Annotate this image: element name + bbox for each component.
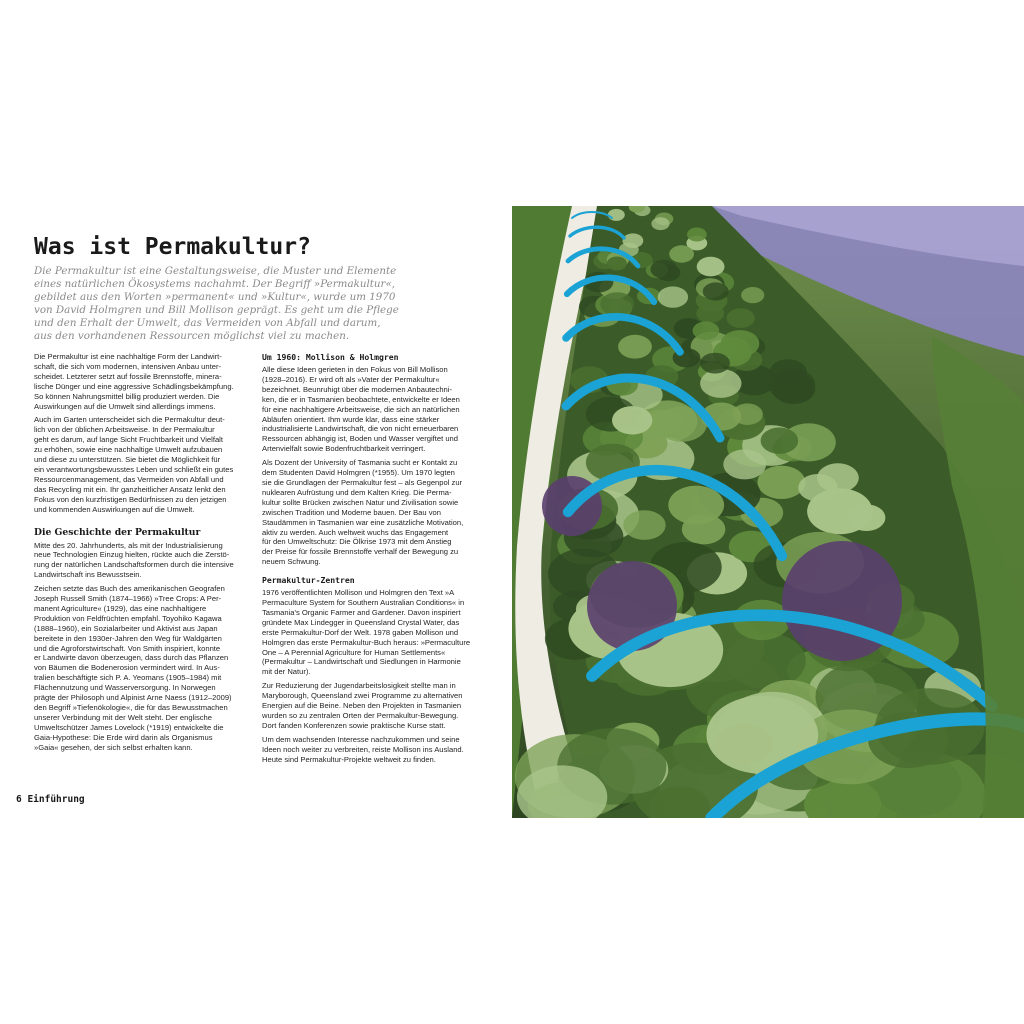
cabbage-leaf (741, 287, 764, 303)
text-line: Abläufen orientiert. Ihm wurde klar, dass eine stärker (262, 414, 440, 424)
cabbage-leaf (700, 353, 730, 374)
text-line: scheidet. Letzterer setzt auf fossile Brennstoffe, minera- (34, 371, 222, 381)
text-line: Gaia-Hypothese: Die Erde wird darin als Organismus (34, 732, 213, 742)
text-line: wurden so zu zentralen Orten der Permakultur-Bewegung. (262, 711, 459, 720)
text-line: Die Permakultur ist eine Gestaltungsweise, die Muster und Elemente (34, 265, 397, 277)
cabbage-leaf (651, 217, 669, 230)
text-line: Energien auf die Beine. Neben den Projekten in Tasmanien (262, 701, 462, 711)
cabbage-leaf (697, 257, 725, 277)
text-line: (1888–1960), ein Sozialarbeiter und Aktivist aus Japan (34, 623, 218, 633)
section-heading: Die Geschichte der Permakultur (34, 526, 201, 538)
text-line: Landwirtschaft ins Bewusstsein. (34, 570, 142, 580)
cabbage-leaf (668, 486, 724, 525)
body-paragraph (34, 541, 252, 581)
text-line: und diese zu unterstützen. Sie bietet die Möglichkeit für (34, 455, 221, 465)
cabbage-leaf (769, 359, 807, 385)
cabbage-leaf (758, 466, 806, 499)
text-line: Mitte des 20. Jahrhunderts, als mit der Industrialisierung (34, 540, 223, 550)
text-line: Maryborough, Queensland zwei Programme zu alternativen (262, 691, 463, 701)
cabbage-leaf (612, 406, 652, 434)
cabbage-leaf (600, 292, 634, 316)
text-line: zwischen Tradition und Moderne bauen. Der Bau von (262, 507, 441, 517)
cabbage-leaf (658, 286, 688, 307)
cabbage-leaf (761, 428, 799, 454)
cabbage-leaf (607, 257, 627, 271)
cabbage-leaf (798, 474, 837, 502)
garden-photo (512, 206, 1024, 818)
text-line: von Bäumen die Bodenerosion vermindert wird. In Aus- (34, 663, 220, 673)
text-line: Holmgren das erste Permakultur-Buch heraus: »Permaculture (262, 637, 471, 647)
text-line: Ideen noch weiter zu verbreiten, reiste Mollison ins Ausland. (262, 744, 464, 754)
text-line: industrialisierte Landwirtschaft, die von nicht erneuerbaren (262, 424, 459, 434)
text-line: Zur Reduzierung der Jugendarbeitslosigkeit stellte man in (262, 681, 456, 691)
text-line: bereitete in den 1930er-Jahren den Weg für Waldgärten (34, 633, 222, 643)
body-paragraph (34, 584, 252, 752)
cabbage-leaf (650, 260, 677, 279)
body-paragraph (262, 681, 480, 731)
text-line: Um dem wachsenden Interesse nachzukommen und seine (262, 734, 460, 744)
text-line: Ressourcen abhängig ist, Boden und Wasser vergiftet und (262, 434, 459, 444)
text-line: Zeichen setzte das Buch des amerikanischen Geografen (34, 584, 225, 594)
text-line: für eine nachhaltigere Arbeitsweise, die sich an natürlichen (262, 404, 460, 414)
text-line: Tasmania's Organic Farmer and Gardener. Davon inspiriert (262, 607, 461, 617)
text-line: So können Nahrungsmittel billig produziert werden. Die (34, 391, 220, 401)
text-line: eines natürlichen Ökosystems nachahmt. Der Begriff »Permakultur«, (34, 278, 396, 290)
text-line: unserer Verbindung mit der Welt steht. Der englische (34, 712, 212, 722)
text-line: ken, die er in Tasmanien beobachtete, entwickelte er Ideen (262, 394, 460, 404)
text-line: neue Technologien Einzug hielten, rückte auch die Zerstö- (34, 550, 230, 560)
text-line: Die Permakultur ist eine nachhaltige Form der Landwirt- (34, 352, 222, 361)
text-line: Heute sind Permakultur-Projekte weltweit zu finden. (262, 754, 436, 764)
cabbage-leaf (847, 504, 885, 531)
text-line: Artenvielfalt sowie Bodenfruchtbarkeit verringert. (262, 444, 426, 454)
text-line: bezeichnet. Beunruhigt über die modernen Anbautechni- (262, 384, 452, 394)
cabbage-leaf (687, 228, 707, 242)
text-line: (Permakultur – Landwirtschaft und Siedlungen in Harmonie (262, 657, 461, 667)
text-line: ein verantwortungsbewusstes Leben und schließt ein gutes (34, 464, 234, 474)
body-paragraph (34, 415, 252, 514)
subsection-heading: Um 1960: Mollison & Holmgren (262, 352, 399, 362)
cabbage-leaf (693, 321, 720, 340)
text-line: »Gaia« gesehen, der sich selbst erhalten kann. (34, 742, 193, 752)
cabbage-leaf (623, 510, 665, 540)
body-paragraph (34, 352, 252, 411)
text-line: und die Agroforstwirtschaft. Von Smith inspiriert, konnte (34, 643, 221, 653)
text-line: gebildet aus den Worten »permanent« und »Kultur«, wurde um 1970 (34, 291, 396, 303)
subsection-heading: Permakultur-Zentren (262, 575, 355, 586)
text-line: und kommenden Auswirkungen auf die Umwelt. (34, 504, 195, 514)
garden-photo-illustration (512, 206, 1024, 818)
text-line: kultur sollte Brücken zwischen Natur und Zivilisation sowie (262, 497, 459, 507)
cabbage-leaf (618, 335, 652, 359)
text-line: er Landwirte davon überzeugen, dass durch das Pflanzen (34, 653, 229, 663)
cabbage-leaf (723, 449, 766, 479)
text-line: (1928–2016). Er wird oft als »Vater der Permakultur« (262, 374, 440, 384)
text-line: geht es darum, auf lange Sicht Fruchtbarkeit und Vielfalt (34, 435, 223, 445)
text-line: zu erhöhen, sowie eine nachhaltige Umwelt aufzubauen (34, 445, 223, 455)
text-line: neuem Schwung. (262, 557, 321, 567)
text-line: aktiv zu werden. Auch weltweit wuchs das Engagement (262, 527, 449, 537)
text-line: erste Permakultur-Dorf der Welt. 1978 gaben Mollison und (262, 627, 459, 637)
text-line: Produktion von Feldfrüchten empfahl. Toyohiko Kagawa (34, 613, 222, 623)
cabbage-leaf (669, 245, 694, 262)
body-paragraph (262, 588, 480, 677)
text-line: rung der natürlichen Landschaftsformen durch die intensive (34, 560, 234, 570)
text-line: und den Erhalt der Umwelt, das Vermeiden von Abfall und darum, (34, 317, 381, 329)
page-folio: 6 Einführung (16, 794, 85, 805)
text-line: Umweltschützer James Lovelock (*1919) entwickelte die (34, 722, 224, 732)
text-line: Dort fanden Konferenzen sowie praktische Kurse statt. (262, 720, 446, 730)
text-line: das Recycling mit ein. Ihr ganzheitlicher Ansatz lenkt den (34, 484, 226, 494)
text-line: Flächennutzung und Wasserversorgung. In Norwegen (34, 683, 216, 693)
cabbage-leaf (732, 403, 763, 425)
intro-paragraph (34, 265, 418, 343)
text-line: Joseph Russell Smith (1874–1966) »Tree Crops: A Per- (34, 594, 222, 604)
text-line: von David Holmgren und Bill Mollison geprägt. Es geht um die Pflege (34, 304, 399, 316)
text-line: tralien beschäftigte sich P. A. Yeomans (1905–1984) mit (34, 673, 222, 683)
text-line: nuklearen Aufrüstung und dem Kalten Krieg. Die Perma- (262, 487, 452, 497)
text-line: prägte der Philosoph und Alpinist Arne Naess (1912–2009) (34, 693, 232, 703)
cabbage-leaf (696, 304, 724, 323)
text-line: Auch im Garten unterscheidet sich die Permakultur deut- (34, 415, 225, 425)
left-column (34, 352, 252, 757)
text-line: dem Studenten David Holmgren (*1955). Um 1970 legten (262, 468, 455, 478)
text-line: Staudämmen in Tasmanien war eine zusätzliche Motivation, (262, 517, 464, 527)
text-line: One – A Perennial Agriculture for Human Settlements« (262, 647, 446, 657)
text-line: lische Dünger und eine aggressive Schädlingsbekämpfung. (34, 381, 234, 391)
text-line: Auswirkungen auf die Umwelt sind allerdings immens. (34, 401, 216, 411)
cabbage-leaf (700, 369, 741, 398)
body-paragraph (262, 458, 480, 567)
text-line: gründete Max Lindegger in Queensland Crystal Water, das (262, 617, 460, 627)
text-line: mit der Natur). (262, 667, 311, 677)
cabbage-leaf (703, 282, 729, 300)
text-line: Fokus von den kurzfristigen Bedürfnissen zu den jetzigen (34, 494, 227, 504)
text-line: der Preise für fossile Brennstoffe verhalf der Bewegung zu (262, 547, 459, 557)
text-line: den Begriff »Tiefenökologie«, die für das Bewusstmachen (34, 703, 228, 712)
text-line: sie die Grundlagen der Permakultur fest – als Gegenpol zur (262, 477, 463, 487)
text-line: Ressourcenmanagement, das Vermeiden von Abfall und (34, 474, 224, 484)
body-paragraph (262, 365, 480, 454)
text-line: Alle diese Ideen gerieten in den Fokus von Bill Mollison (262, 365, 448, 374)
text-line: manent Agriculture« (1929), das eine nachhaltigere (34, 603, 207, 613)
text-line: für den Umweltschutz: Die Ölkrise 1973 mit dem Anstieg (262, 537, 452, 547)
right-column (262, 352, 480, 769)
body-paragraph (262, 735, 480, 765)
text-line: Permaculture System for Southern Australian Conditions« in (262, 598, 465, 608)
cabbage-leaf (727, 308, 755, 328)
text-line: aus den vorhandenen Ressourcen möglichst viel zu machen. (34, 330, 350, 342)
text-line: 1976 veröffentlichten Mollison und Holmgren den Text »A (262, 588, 455, 598)
page-title: Was ist Permakultur? (34, 234, 311, 260)
text-line: schaft, die sich vom modernen, intensiven Anbau unter- (34, 361, 221, 371)
text-line: lich von der üblichen Arbeitsweise. In der Permakultur (34, 425, 215, 435)
text-line: Als Dozent der University of Tasmania sucht er Kontakt zu (262, 458, 458, 468)
cabbage-leaf (608, 209, 625, 221)
